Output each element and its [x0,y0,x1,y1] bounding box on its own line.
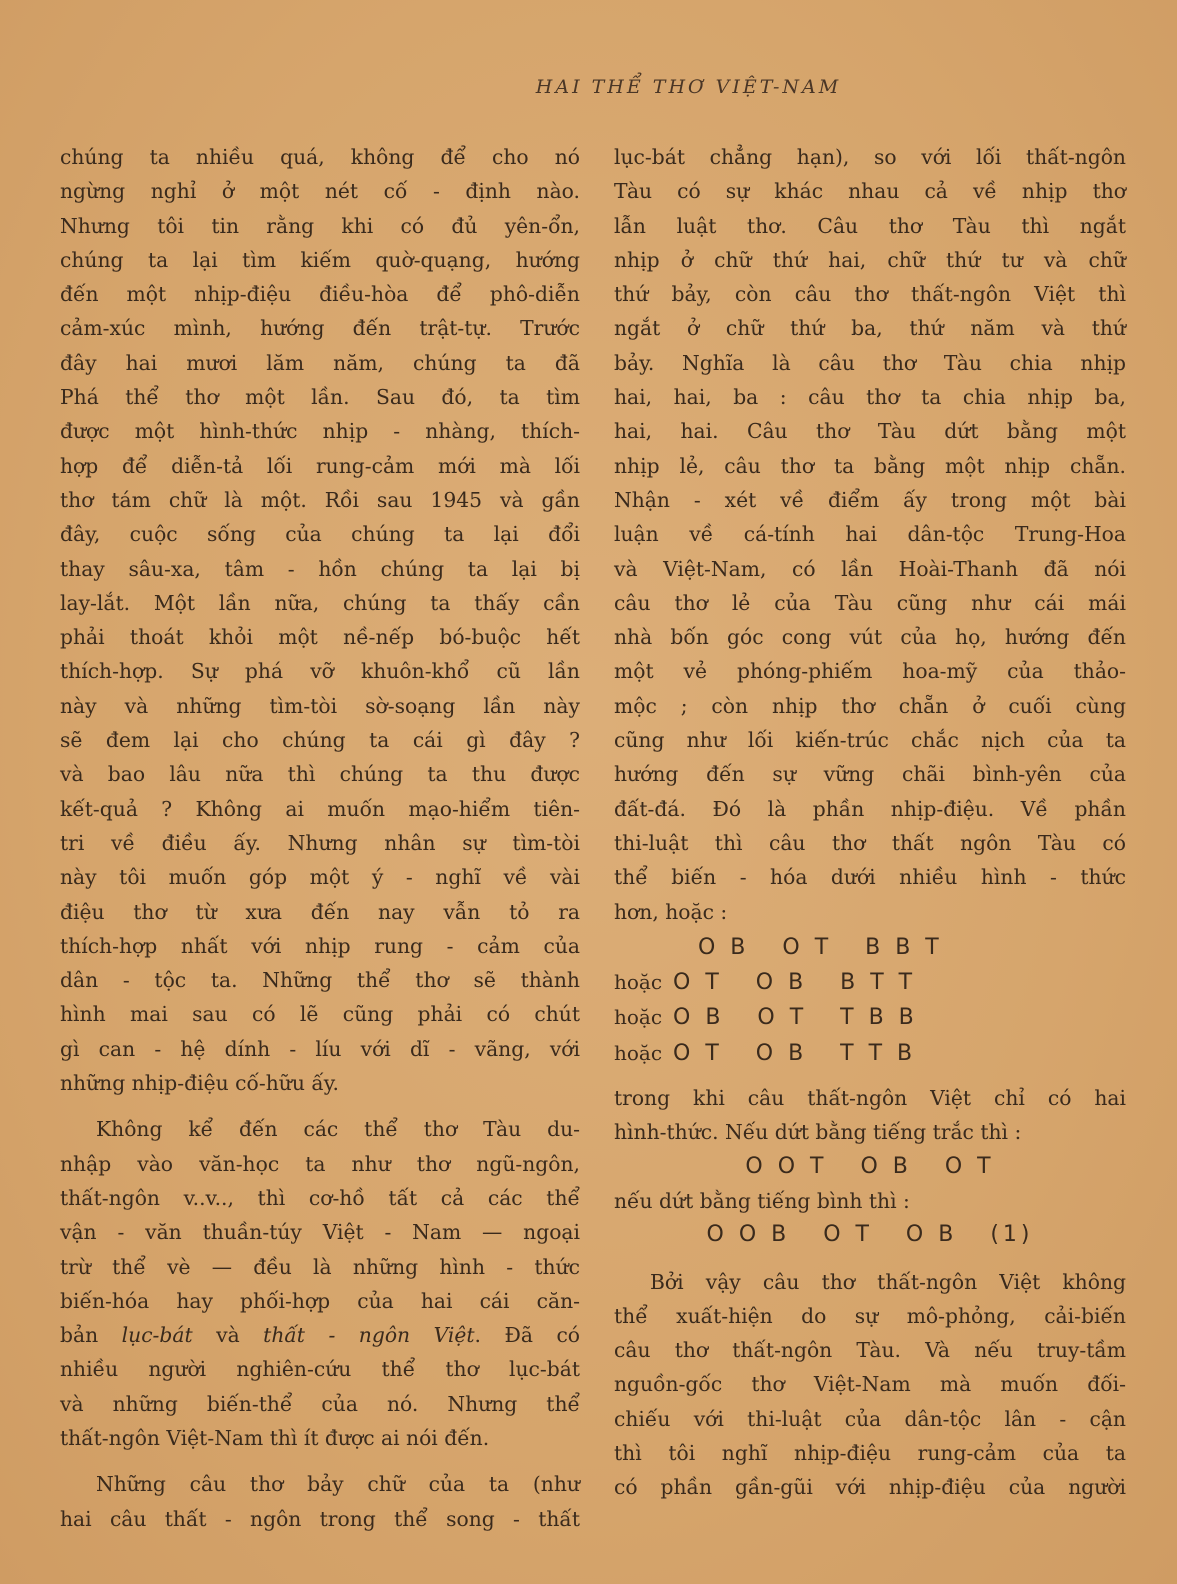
text-line: hướng đến sự vững chãi bình-yên của [614,762,1126,787]
text-line: bảy. Nghĩa là câu thơ Tàu chia nhịp [614,350,1126,375]
text-line: thích-hợp. Sự phá vỡ khuôn-khổ cũ lần [60,659,580,684]
tonal-patterns-chinese [614,931,1126,1071]
text-line: sẽ đem lại cho chúng ta cái gì đây ? [60,728,580,753]
text-line: lay-lắt. Một lần nữa, chúng ta thấy cần [60,590,580,615]
text-line: hai câu thất - ngôn trong thể song - thất [60,1506,580,1531]
text-line: chúng ta nhiều quá, không để cho nó [60,145,580,169]
text-line: câu thơ lẻ của Tàu cũng như cái mái [614,590,1126,615]
page-title: HAI THỂ THƠ VIỆT-NAM [535,76,842,98]
text-line: nhập vào văn-học ta như thơ ngũ-ngôn, [60,1151,580,1176]
running-header [0,76,1177,98]
tonal-pattern-vn-trac: O O T O B O T [745,1153,995,1179]
text-line: đây hai mươi lăm năm, chúng ta đã [60,350,580,375]
paragraph-1 [60,140,580,1100]
left-column [60,140,580,1536]
text-line: lẫn luật thơ. Câu thơ Tàu thì ngắt [614,213,1126,238]
text-line: nhịp ở chữ thứ hai, chữ thứ tư và chữ [614,247,1126,272]
text-line: gì can - hệ dính - líu với dĩ - vãng, với [60,1036,580,1061]
text-line: hình-thức. Nếu dứt bằng tiếng trắc thì : [614,1120,1022,1145]
italic-term: thất - ngôn Việt [263,1323,475,1348]
text-line: Nhưng tôi tin rằng khi có đủ yên-ổn, [60,213,580,238]
text-line: điệu thơ từ xưa đến nay vẫn tỏ ra [60,899,580,924]
text-line: luận về cá-tính hai dân-tộc Trung-Hoa [614,522,1126,547]
text-line: ngắt ở chữ thứ ba, thứ năm và thứ [614,316,1126,341]
text-line: biến-hóa hay phối-hợp của hai cái căn- [60,1288,580,1313]
text-line: cũng như lối kiến-trúc chắc nịch của ta [614,728,1126,753]
text-line: Không kể đến các thể thơ Tàu du- [96,1117,580,1142]
text-line: một vẻ phóng-phiếm hoa-mỹ của thảo- [614,659,1126,684]
tonal-pattern-vn-binh: O O B O T O B (1) [706,1222,1034,1248]
text-line: thì tôi nghĩ nhịp-điệu rung-cảm của ta [614,1440,1126,1465]
text-line: vận - văn thuần-túy Việt - Nam — ngoại [60,1220,580,1245]
paragraph-after-patterns [614,1081,1126,1150]
text-line: nếu dứt bằng tiếng bình thì : [614,1188,910,1213]
text-line: hợp để diễn-tả lối rung-cảm mới mà lối [60,453,580,478]
right-column [614,140,1126,1505]
paragraph-final [614,1265,1126,1505]
text-line: đến một nhịp-điệu điều-hòa để phô-diễn [60,282,580,307]
text-line: nhịp lẻ, câu thơ ta bằng một nhịp chẵn. [614,453,1126,478]
text-line: phải thoát khỏi một nề-nếp bó-buộc hết [60,625,580,650]
text-line: hai, hai, ba : câu thơ ta chia nhịp ba, [614,385,1126,410]
text-line: và Việt-Nam, có lần Hoài-Thanh đã nói [614,556,1126,581]
text-line: trong khi câu thất-ngôn Việt chỉ có hai [614,1086,1126,1111]
text-line: thể biến - hóa dưới nhiều hình - thức [614,865,1126,890]
text-line: thất-ngôn Việt-Nam thì ít được ai nói đến. [60,1425,490,1450]
text-line: trừ thể vè — đều là những hình - thức [60,1254,580,1279]
text-line: thơ tám chữ là một. Rồi sau 1945 và gần [60,487,580,512]
text-line: Những câu thơ bảy chữ của ta (như [96,1472,580,1497]
text-line: này tôi muốn góp một ý - nghĩ về vài [60,865,580,890]
text-line: và những biến-thể của nó. Nhưng thể [60,1391,580,1416]
italic-term: lục-bát [121,1323,193,1348]
paragraph-3 [60,1467,580,1536]
text-line: Tàu có sự khác nhau cả về nhịp thơ [614,179,1126,204]
text-line: Nhận - xét về điểm ấy trong một bài [614,487,1126,512]
tonal-pattern: O B O T B B T [698,934,943,960]
text-line: Bởi vậy câu thơ thất-ngôn Việt không [650,1269,1126,1294]
paragraph-2 [60,1112,580,1455]
tonal-pattern: hoặc O T O B T T B [614,1040,917,1066]
text-line: có phần gần-gũi với nhịp-điệu của người [614,1475,1126,1500]
text-line: cảm-xúc mình, hướng đến trật-tự. Trước [60,316,580,341]
text-line: lục-bát chẳng hạn), so với lối thất-ngôn [614,145,1126,169]
text-line: thứ bảy, còn câu thơ thất-ngôn Việt thì [614,282,1126,307]
text-line: chiếu với thi-luật của dân-tộc lân - cận [614,1406,1126,1431]
text-line: nhiều người nghiên-cứu thể thơ lục-bát [60,1357,580,1382]
text-line: đất-đá. Đó là phần nhịp-điệu. Về phần [614,796,1126,821]
text-line: ngừng nghỉ ở một nét cố - định nào. [60,179,580,204]
text-line: thi-luật thì câu thơ thất ngôn Tàu có [614,830,1126,855]
tonal-pattern: hoặc O T O B B T T [614,970,917,996]
text-line: Phá thể thơ một lần. Sau đó, ta tìm [60,385,580,410]
text-line: bản lục-bát và thất - ngôn Việt. Đã có [60,1323,581,1348]
text-line: kết-quả ? Không ai muốn mạo-hiểm tiên- [60,796,580,821]
text-line: thay sâu-xa, tâm - hồn chúng ta lại bị [60,556,580,581]
text-line: câu thơ thất-ngôn Tàu. Và nếu truy-tầm [614,1338,1126,1363]
text-line: dân - tộc ta. Những thể thơ sẽ thành [60,968,580,993]
text-line: nhà bốn góc cong vút của họ, hướng đến [614,625,1126,650]
text-line: chúng ta lại tìm kiếm quờ-quạng, hướng [60,247,580,272]
text-line: hơn, hoặc : [614,899,728,924]
text-line: thể xuất-hiện do sự mô-phỏng, cải-biến [614,1303,1126,1328]
text-line: được một hình-thức nhịp - nhàng, thích- [60,419,580,444]
text-line: hai, hai. Câu thơ Tàu dứt bằng một [614,419,1126,444]
text-line: mộc ; còn nhịp thơ chẵn ở cuối cùng [614,693,1126,718]
text-line: đây, cuộc sống của chúng ta lại đổi [60,522,580,547]
tonal-pattern: hoặc O B O T T B B [614,1005,918,1031]
text-line: những nhịp-điệu cố-hữu ấy. [60,1071,339,1096]
paragraph-continued [614,140,1126,929]
text-line: thích-hợp nhất với nhịp rung - cảm của [60,933,580,958]
text-line: này và những tìm-tòi sờ-soạng lần này [60,693,580,718]
text-line: hình mai sau có lẽ cũng phải có chút [60,1002,580,1027]
text-line: tri về điều ấy. Nhưng nhân sự tìm-tòi [60,830,580,855]
text-line: và bao lâu nữa thì chúng ta thu được [60,762,580,787]
text-line: nguồn-gốc thơ Việt-Nam mà muốn đối- [614,1372,1126,1397]
text-line: thất-ngôn v..v.., thì cơ-hồ tất cả các thể [60,1185,580,1210]
